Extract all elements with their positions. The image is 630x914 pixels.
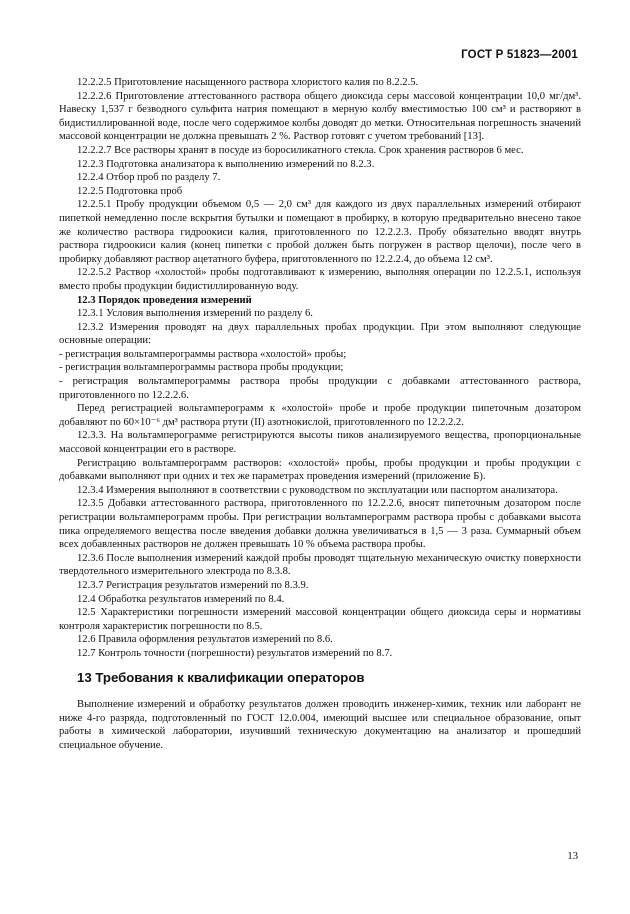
para-12-3-4: 12.3.4 Измерения выполняют в соответствии с руководством по эксплуатации или паспортом анализатора. — [77, 484, 558, 496]
para-12-2-2-5: 12.2.2.5 Приготовление насыщенного раствора хлористого калия по 8.2.2.5. — [77, 77, 419, 88]
para-12-3-5: 12.3.5 Добавки аттестованного раствора, приготовленного по 12.2.2.6, вносят пипеточным дозатором после регистрации вольтамперограмм пробы. При регистрации вольтамперограмм раствора пробы с добавками высота пика определяемого вещества после введения добавки должна увеличиваться в 1,5 — 3 раза. Суммарный объем всех добавленных растворов не должен превышать 10 % объема раствора пробы. — [59, 498, 581, 551]
list-item: - регистрация вольтамперограммы раствора пробы продукции с добавками аттестованного раствора, приготовленного по 12.2.2.6. — [59, 376, 581, 401]
list-item: - регистрация вольтамперограммы раствора «холостой» пробы; — [59, 348, 347, 360]
para-12-6: 12.6 Правила оформления результатов измерений по 8.6. — [77, 634, 333, 646]
para-12-3-1: 12.3.1 Условия выполнения измерений по разделу 6. — [77, 308, 313, 320]
para-12-4: 12.4 Обработка результатов измерений по 8.4. — [77, 593, 285, 605]
para-12-3-7: 12.3.7 Регистрация результатов измерений по 8.3.9. — [77, 579, 309, 591]
para-12-3-3: 12.3.3. На вольтамперограмме регистрируются высоты пиков анализируемого вещества, пропорциональные массовой концентрации его в растворе. — [59, 430, 581, 456]
para-12-2-4: 12.2.4 Отбор проб по разделу 7. — [77, 172, 221, 184]
para-12-3-2: 12.3.2 Измерения проводят на двух параллельных пробах продукции. При этом выполняют следующие основные операции: — [59, 321, 581, 347]
para-12-2-5-2: 12.2.5.2 Раствор «холостой» пробы подготавливают к измерению, выполняя операции по 12.2.5.1, используя вместо пробы продукции бидистиллированную воду. — [59, 267, 581, 292]
para-12-5: 12.5 Характеристики погрешности измерений массовой концентрации общего диоксида серы и нормативы контроля характеристик погрешности по 8.5. — [59, 607, 581, 632]
page-number: 13 — [567, 851, 578, 862]
subsection-heading-12-3: 12.3 Порядок проведения измерений — [77, 294, 252, 306]
list-item: - регистрация вольтамперограммы раствора пробы продукции; — [59, 362, 344, 374]
para-12-3-6: 12.3.6 После выполнения измерений каждой пробы проводят тщательную механическую очистку поверхности твердотельного измерительного электрода по 8.3.8. — [59, 552, 581, 578]
section-13-text: Выполнение измерений и обработку результатов должен проводить инженер-химик, техник или лаборант не ниже 4-го разряда, подготовленный по ГОСТ 12.0.004, имеющий высшее или специальное образование, опыт работы в химической лаборатории, изучивший техническую документацию на анализатор и прошедший специальное обучение. — [59, 699, 581, 751]
document-header: ГОСТ Р 51823—2001 — [461, 49, 578, 61]
section-13-title: 13 Требования к квалификации операторов — [77, 669, 365, 685]
para-12-7: 12.7 Контроль точности (погрешности) результатов измерений по 8.7. — [77, 647, 393, 659]
para-12-2-3: 12.2.3 Подготовка анализатора к выполнению измерений по 8.2.3. — [77, 158, 375, 170]
para-registration: Регистрацию вольтамперограмм растворов: «холостой» пробы, пробы продукции и пробы продукции с добавками выполняют при одних и тех же параметрах проведения измерений (приложение Б). — [59, 457, 581, 483]
para-12-2-2-6: 12.2.2.6 Приготовление аттестованного раствора общего диоксида серы массовой концентрации 10,0 мг/дм³. Навеску 1,537 г безводного сульфита натрия помещают в мерную колбу вместимостью 100 см³ и растворяют в бидистиллированной воде, после чего содержимое колбы доводят до метки. Относительная погрешность значений массовой концентрации не должна превышать 2 %. Раствор готовят с учетом требований [13]. — [59, 90, 581, 143]
para-12-2-2-7: 12.2.2.7 Все растворы хранят в посуде из боросиликатного стекла. Срок хранения растворов 6 мес. — [77, 144, 524, 156]
para-12-2-5: 12.2.5 Подготовка проб — [77, 185, 183, 197]
page-body — [59, 76, 581, 753]
para-12-2-5-1: 12.2.5.1 Пробу продукции объемом 0,5 — 2,0 см³ для каждого из двух параллельных измерений отбирают пипеткой немедленно после вскрытия бутылки и помещают в пробирку, в которую предварительно внесено такое же количество раствора гидроокиси калия, приготовленного по 12.2.2.3. Пробу обязательно вводят внутрь раствора гидроокиси калия (конец пипетки с пробой должен быть погружен в раствор щелочи), после чего в пробирку добавляют раствор ацетатного буфера, приготовленного по 12.2.2.4, до объема 12 см³. — [59, 199, 581, 265]
para-mercury-addition: Перед регистрацией вольтамперограмм к «холостой» пробе и пробе продукции пипеточным дозатором добавляют по 60×10⁻⁶ дм³ раствора ртути (II) азотнокислой, приготовленного по 12.2.2.2. — [59, 403, 581, 428]
